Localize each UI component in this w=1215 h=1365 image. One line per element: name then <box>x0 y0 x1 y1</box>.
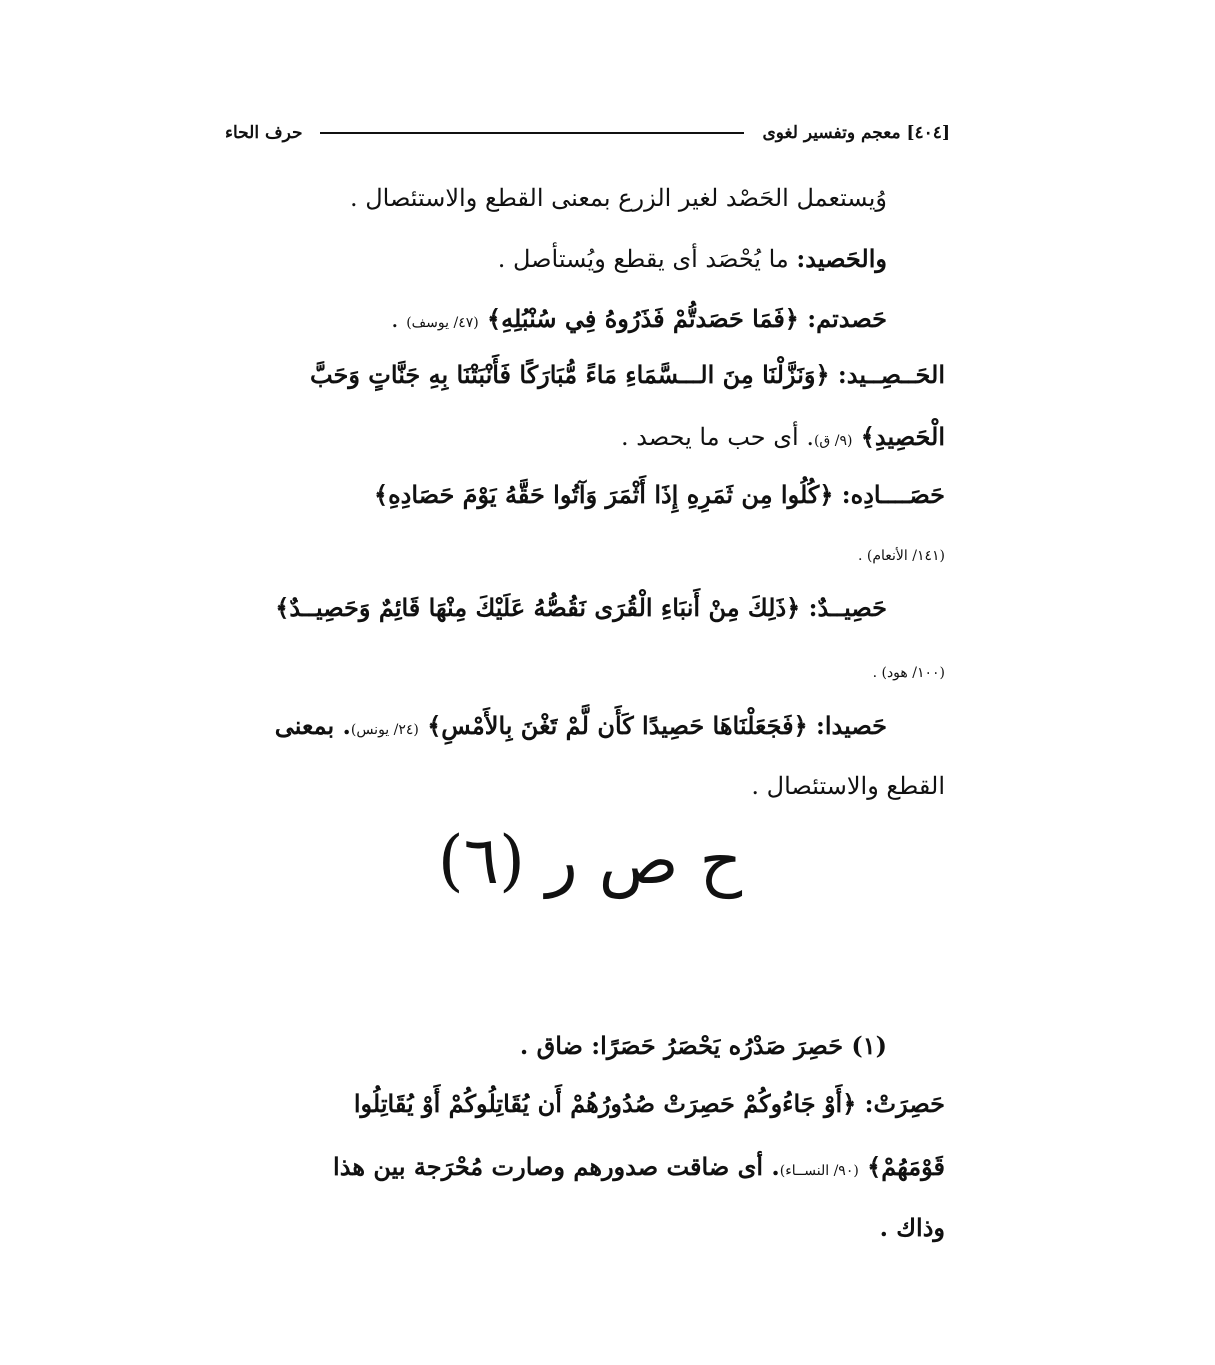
entry-word: حَصِرَتْ: <box>864 1089 945 1118</box>
entry-line <box>621 421 945 453</box>
verse-reference-line <box>873 664 945 682</box>
entry-line <box>520 1030 887 1061</box>
entry-line <box>275 592 887 624</box>
quran-quote: ﴿كُلُوا مِن ثَمَرِهِ إِذَا أَثْمَرَ وَآتُوا حَقَّهُ يَوْمَ حَصَادِهِ﴾ <box>374 480 842 509</box>
verse-reference: (١٠٠/ هود) . <box>872 665 945 681</box>
quran-quote: قَوْمَهُمْ﴾ <box>858 1152 945 1181</box>
entry-word: حَصِيــدٌ: <box>808 593 887 622</box>
section-letter: حرف الحاء <box>225 123 303 143</box>
text-line <box>350 183 887 214</box>
entry-line <box>354 1088 945 1120</box>
text-line <box>751 771 945 802</box>
verse-reference-line <box>858 547 945 565</box>
quran-quote: ﴿وَنَزَّلْنَا مِنَ الـــسَّمَاءِ مَاءً مُّبَارَكًا فَأَنْبَتْنَا بِهِ جَنَّاتٍ وَحَبَّ <box>309 360 838 389</box>
section-heading: ح ص ر (٦) <box>437 822 743 899</box>
verse-reference: (٤٧/ يوسف) <box>406 315 479 331</box>
line-text: . أى حب ما يحصد . <box>620 423 814 451</box>
line-text: (١) حَصِرَ صَدْرُه يَحْصَرُ حَصَرًا: ضاق . <box>519 1031 887 1060</box>
quran-quote: الْحَصِيدِ﴾ <box>852 422 945 451</box>
entry-word: والحَصيد: <box>796 244 887 273</box>
entry-line <box>374 479 945 511</box>
verse-reference: (٢٤/ يونس) <box>350 722 419 738</box>
verse-reference: (٩٠/ النســاء) <box>779 1163 859 1179</box>
verse-reference: (٩/ ق) <box>813 433 853 449</box>
running-header <box>225 118 950 148</box>
entry-word: حَصدتم: <box>807 304 887 333</box>
header-rule <box>320 132 744 134</box>
page-title: [٤٠٤] معجم وتفسير لغوى <box>762 123 950 143</box>
entry-line <box>333 1151 945 1183</box>
line-text: . أى ضاقت صدورهم وصارت مُحْرَجة بين هذا <box>333 1152 780 1181</box>
line-text: . بمعنى <box>274 711 351 740</box>
entry-word: الحَــصِــيد: <box>837 360 945 389</box>
quran-quote: ﴿ذَلِكَ مِنْ أَنبَاءِ الْقُرَى نَقُصُّهُ عَلَيْكَ مِنْهَا قَائِمٌ وَحَصِيــدٌ﴾ <box>275 593 809 622</box>
line-text: ما يُحْصَد أى يقطع ويُستأصل . <box>497 245 797 273</box>
entry-line <box>275 710 887 742</box>
line-text: وُيستعمل الحَصْد لغير الزرع بمعنى القطع والاستئصال . <box>349 184 887 212</box>
entry-line <box>498 243 887 275</box>
verse-reference: (١٤١/ الأنعام) . <box>857 548 945 564</box>
entry-word: حَصيدا: <box>815 711 887 740</box>
entry-word: حَصَــــادِه: <box>841 480 945 509</box>
line-text: القطع والاستئصال . <box>751 772 945 800</box>
quran-quote: ﴿أَوْ جَاءُوكُمْ حَصِرَتْ صُدُورُهُمْ أَن يُقَاتِلُوكُمْ أَوْ يُقَاتِلُوا <box>353 1089 865 1118</box>
entry-line <box>391 303 887 335</box>
text-line <box>880 1212 945 1243</box>
quran-quote: ﴿فَجَعَلْنَاهَا حَصِيدًا كَأَن لَّمْ تَغْنَ بِالأَمْسِ﴾ <box>418 711 816 740</box>
quran-quote: ﴿فَمَا حَصَدتُّمْ فَذَرُوهُ فِي سُنْبُلِهِ﴾ <box>478 304 808 333</box>
entry-line <box>310 359 945 391</box>
line-text: وذاك . <box>879 1213 945 1242</box>
line-text: . <box>390 305 407 333</box>
